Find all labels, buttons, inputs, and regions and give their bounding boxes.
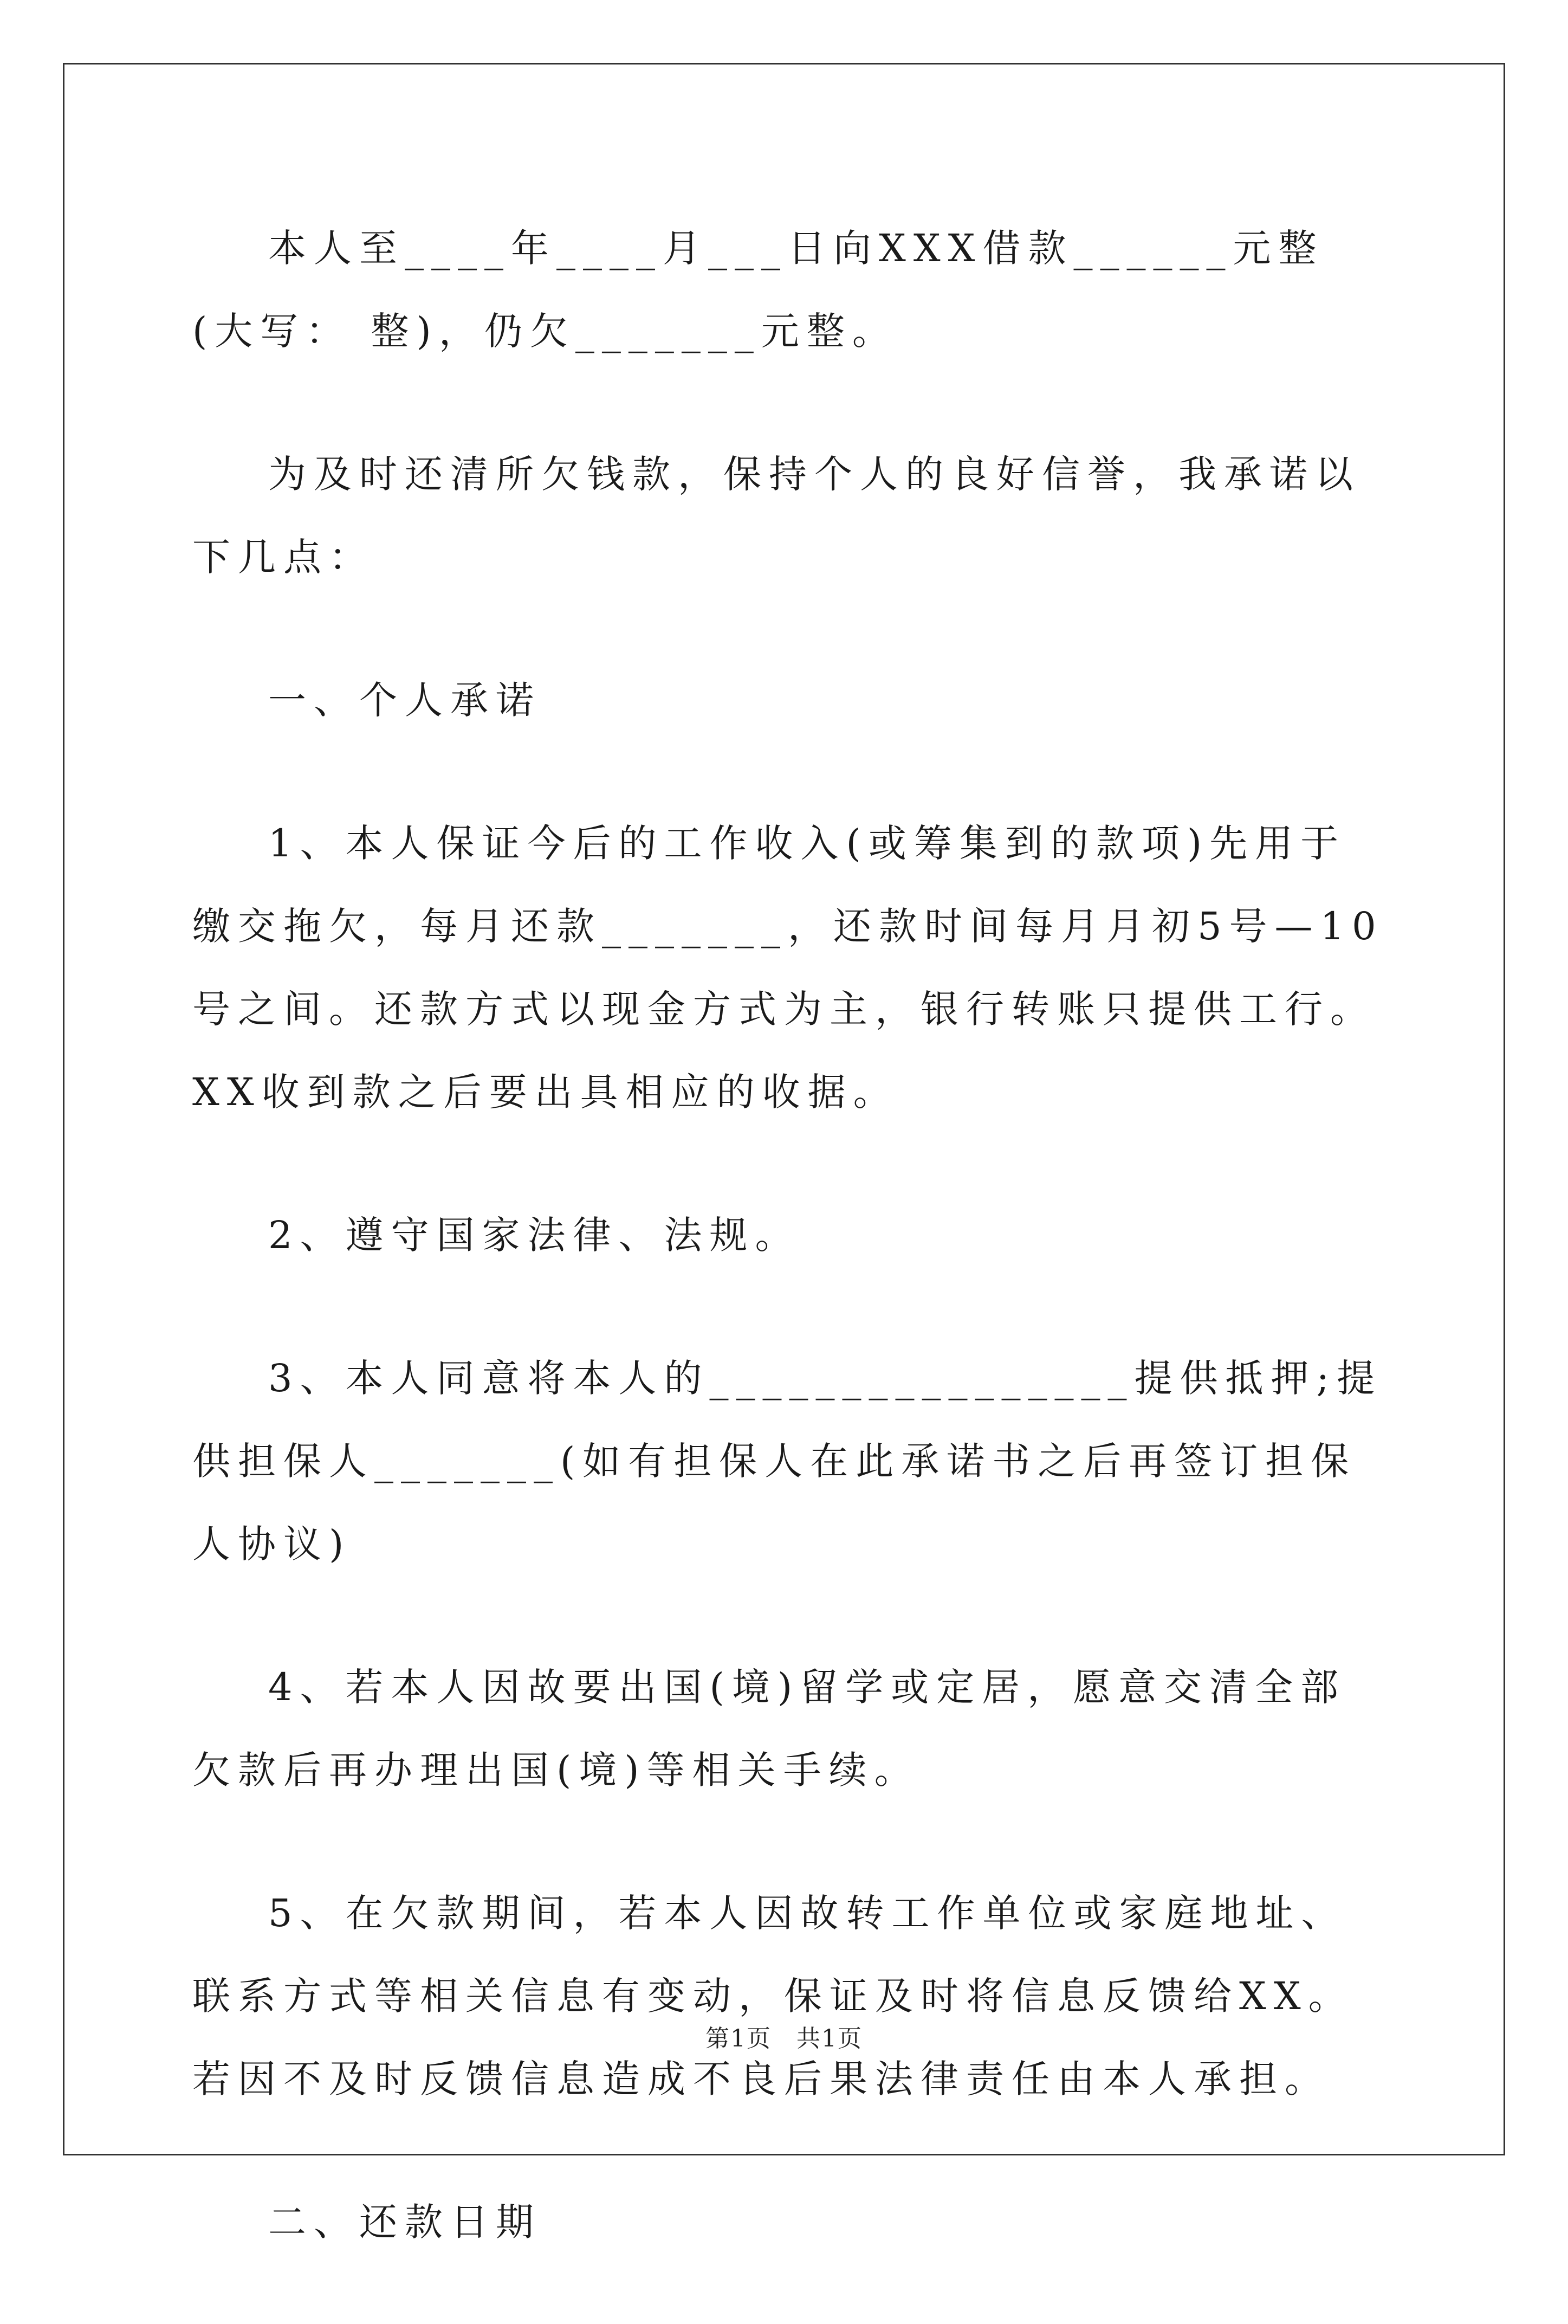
paragraph-item-1: 1、本人保证今后的工作收入(或筹集到的款项)先用于缴交拖欠，每月还款_______，还款时间每月月初5号—10号之间。还款方式以现金方式为主，银行转账只提供工行。XX收到款之后要出具相应的收据。 [192,821,1384,1114]
page-number-footer: 第1页 共1页 [705,2025,863,2052]
paragraph-item-4: 4、若本人因故要出国(境)留学或定居，愿意交清全部欠款后再办理出国(境)等相关手续。 [192,1665,1346,1792]
paragraph-loan-statement: 本人至____年____月___日向XXX借款______元整(大写： 整)，仍欠_______元整。 [192,226,1324,353]
paragraph-item-5: 5、在欠款期间，若本人因故转工作单位或家庭地址、联系方式等相关信息有变动，保证及时将信息反馈给XX。若因不及时反馈信息造成不良后果法律责任由本人承担。 [192,1891,1354,2101]
document-body [192,207,1390,2324]
section-heading-repayment-date: 二、还款日期 [268,2200,541,2244]
paragraph-item-3: 3、本人同意将本人的________________提供抵押;提供担保人_______(如有担保人在此承诺书之后再签订担保人协议) [192,1356,1383,1566]
paragraph-commitment-intro: 为及时还清所欠钱款，保持个人的良好信誉，我承诺以下几点： [192,452,1360,579]
paragraph-item-2: 2、遵守国家法律、法规。 [268,1213,801,1257]
section-heading-personal-commitment: 一、个人承诺 [268,678,541,722]
